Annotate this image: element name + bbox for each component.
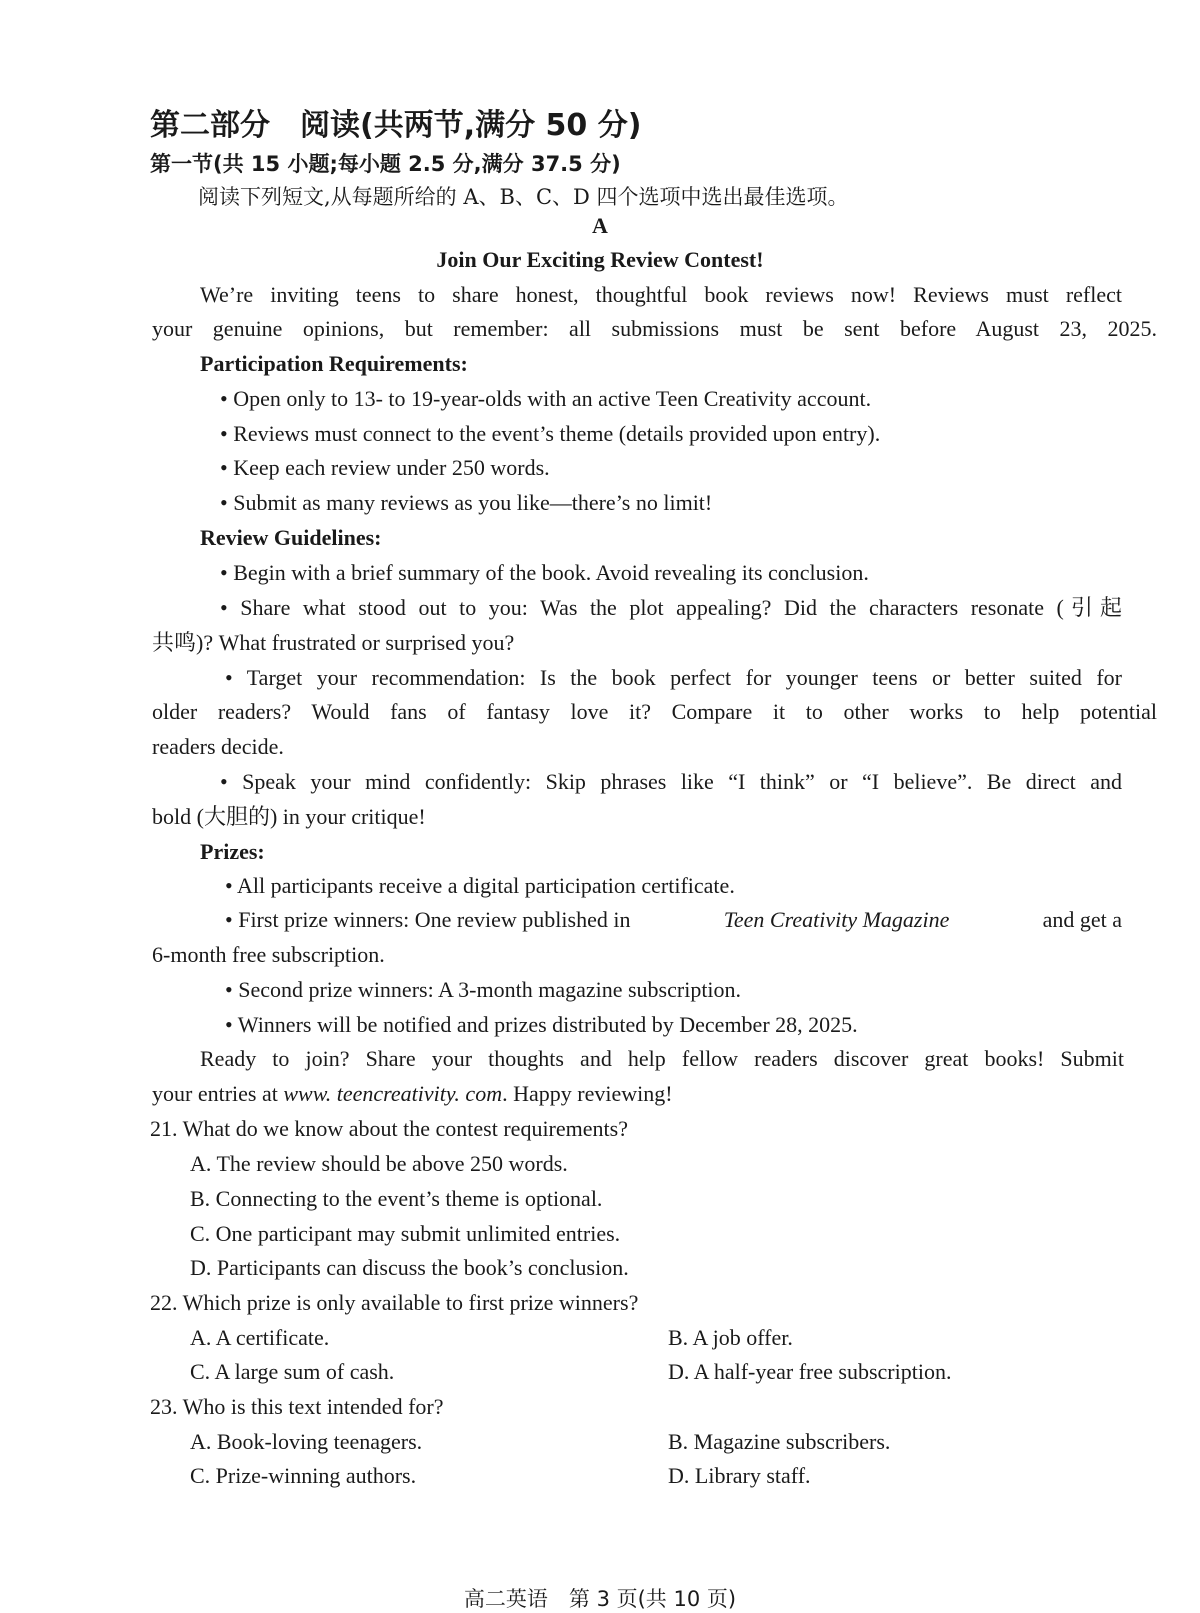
question-stem: 23. Who is this text intended for? [150, 1394, 444, 1419]
prize-text-start: • First prize winners: One review published in [225, 907, 636, 932]
section-title: 第一节(共 15 小题;每小题 2.5 分,满分 37.5 分) [150, 152, 621, 176]
magazine-title: Teen Creativity Magazine [723, 907, 950, 932]
outro-line-2 [152, 1079, 1152, 1109]
guideline-item: • Target your recommendation: Is the book perfect for younger teens or better suited for [225, 665, 1122, 690]
guideline-item: • Begin with a brief summary of the book. Avoid revealing its conclusion. [220, 560, 869, 585]
question-option[interactable]: C. One participant may submit unlimited entries. [190, 1221, 621, 1246]
passage-title: Join Our Exciting Review Contest! [436, 247, 764, 272]
prizes-heading: Prizes: [200, 839, 265, 864]
question-option[interactable]: B. Magazine subscribers. [668, 1429, 891, 1454]
guideline-continuation: 共鸣)? What frustrated or surprised you? [152, 630, 515, 655]
guidelines-heading: Review Guidelines: [200, 525, 382, 550]
guideline-item: • Speak your mind confidently: Skip phrases like “I think” or “I believe”. Be direct and [220, 769, 1122, 794]
question-option[interactable]: A. Book-loving teenagers. [190, 1429, 423, 1454]
question-option[interactable]: C. A large sum of cash. [190, 1359, 395, 1384]
part-title: 第二部分 阅读(共两节,满分 50 分) [150, 108, 642, 143]
prize-item: • Second prize winners: A 3-month magazine subscription. [225, 977, 742, 1002]
question-option[interactable]: D. Library staff. [668, 1463, 811, 1488]
prize-item: • All participants receive a digital participation certificate. [225, 873, 735, 898]
passage-letter: A [592, 213, 608, 238]
prize-text-end: and get a [1037, 907, 1122, 932]
question-stem: 21. What do we know about the contest requirements? [150, 1116, 628, 1141]
question-option[interactable]: C. Prize-winning authors. [190, 1463, 417, 1488]
guideline-continuation: readers decide. [152, 734, 284, 759]
instruction-text: 阅读下列短文,从每题所给的 A、B、C、D 四个选项中选出最佳选项。 [198, 185, 849, 209]
requirement-item: • Reviews must connect to the event’s theme (details provided upon entry). [220, 421, 881, 446]
outro-line-1: Ready to join? Share your thoughts and help fellow readers discover great books! Submit [200, 1046, 1124, 1071]
outro-text-end: . Happy reviewing! [502, 1081, 673, 1106]
prize-item: • Winners will be notified and prizes distributed by December 28, 2025. [225, 1012, 858, 1037]
guideline-item: • Share what stood out to you: Was the plot appealing? Did the characters resonate (引起 [220, 595, 1122, 620]
question-option[interactable]: D. Participants can discuss the book’s conclusion. [190, 1255, 629, 1280]
question-option[interactable]: A. The review should be above 250 words. [190, 1151, 568, 1176]
page-footer: 高二英语 第 3 页(共 10 页) [463, 1587, 737, 1611]
requirement-item: • Keep each review under 250 words. [220, 455, 550, 480]
requirement-item: • Open only to 13- to 19-year-olds with an active Teen Creativity account. [220, 386, 872, 411]
prize-item [225, 905, 1122, 935]
question-option[interactable]: A. A certificate. [190, 1325, 330, 1350]
guideline-continuation: bold (大胆的) in your critique! [152, 804, 426, 829]
website-url: www. teencreativity. com [283, 1081, 503, 1106]
prize-continuation: 6-month free subscription. [152, 942, 385, 967]
requirement-item: • Submit as many reviews as you like—there’s no limit! [220, 490, 713, 515]
question-option[interactable]: B. Connecting to the event’s theme is optional. [190, 1186, 603, 1211]
intro-line-1: We’re inviting teens to share honest, thoughtful book reviews now! Reviews must reflect [200, 282, 1122, 307]
question-option[interactable]: B. A job offer. [668, 1325, 793, 1350]
intro-line-2: your genuine opinions, but remember: all submissions must be sent before August 23, 2025. [152, 316, 1157, 341]
requirements-heading: Participation Requirements: [200, 351, 468, 376]
question-stem: 22. Which prize is only available to first prize winners? [150, 1290, 639, 1315]
question-option[interactable]: D. A half-year free subscription. [668, 1359, 952, 1384]
outro-text-start: your entries at [152, 1081, 284, 1106]
guideline-continuation: older readers? Would fans of fantasy love it? Compare it to other works to help potential [152, 699, 1157, 724]
